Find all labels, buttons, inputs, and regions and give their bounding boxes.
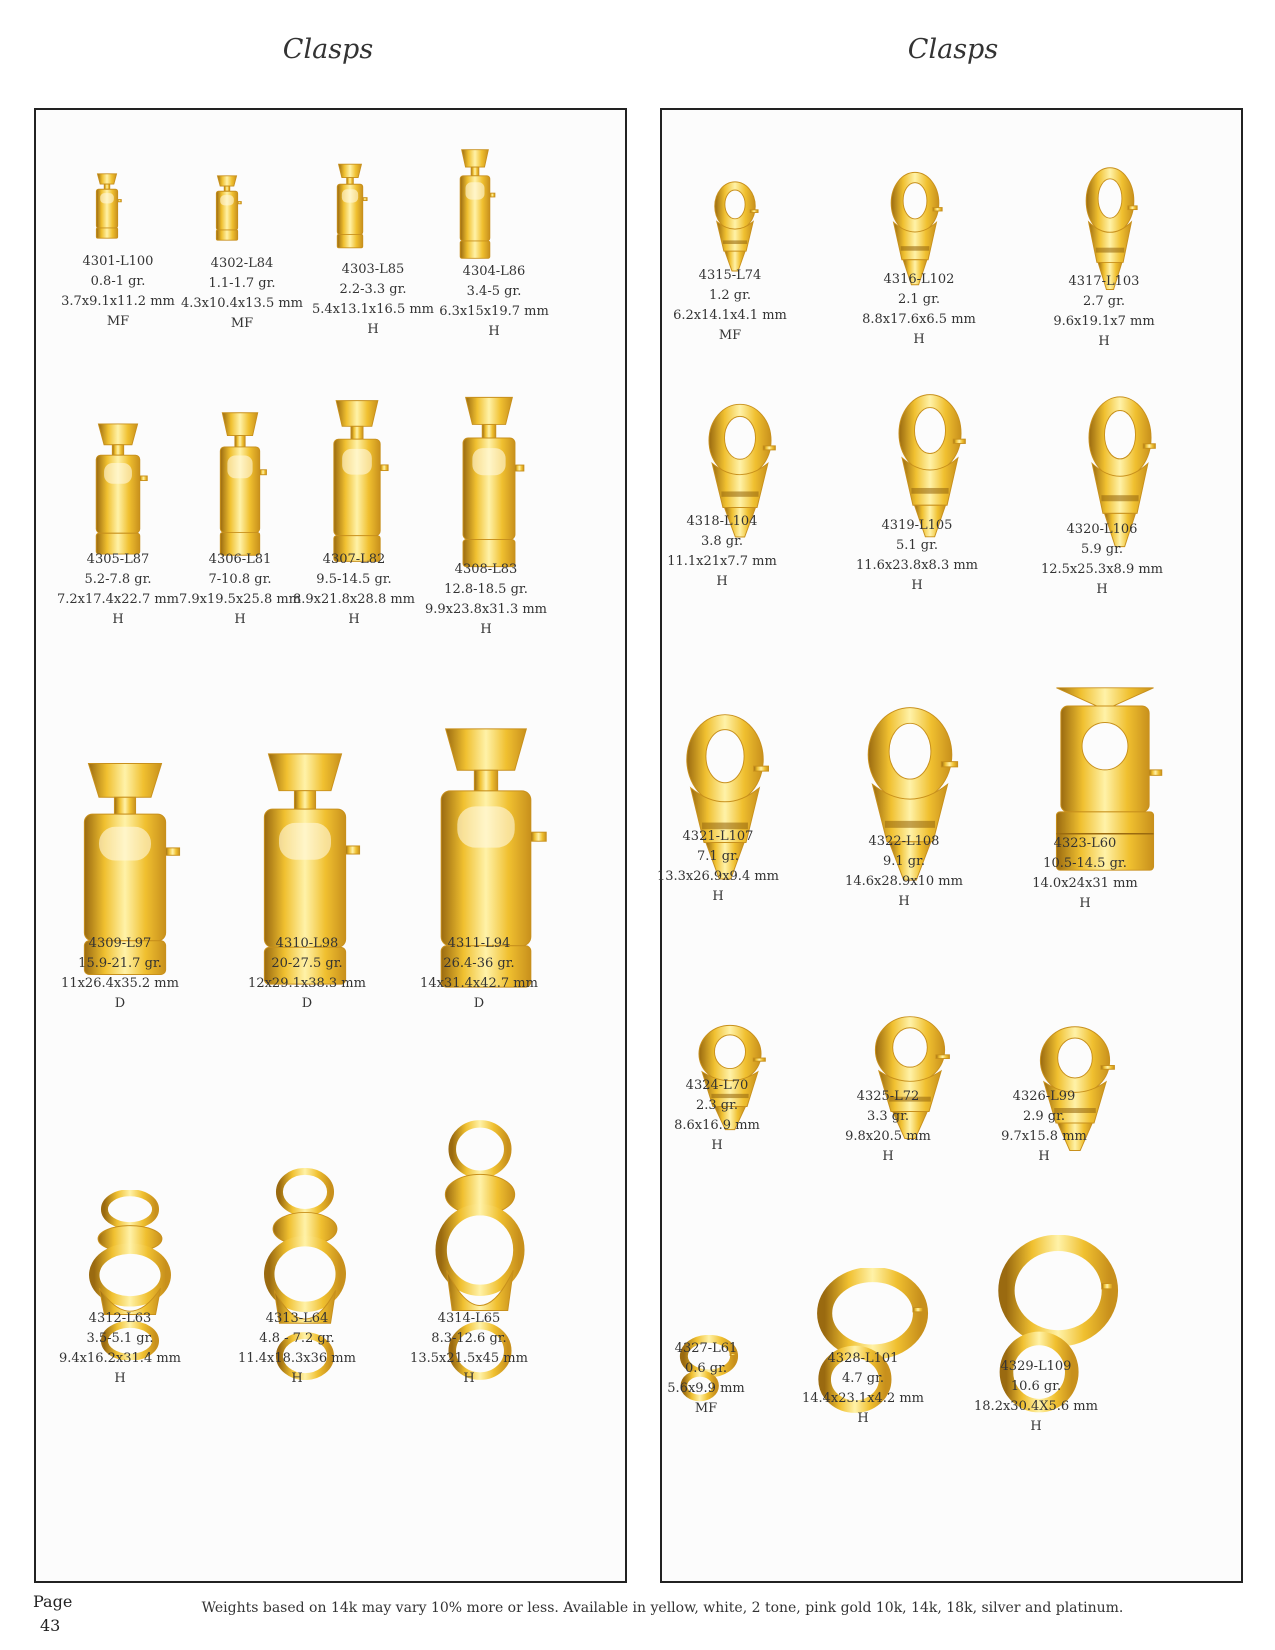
product-caption: [964, 1087, 1124, 1167]
product-caption: [956, 1357, 1116, 1437]
product-weight: 5.2-7.8 gr.: [84, 572, 152, 587]
product-weight: 2.3 gr.: [695, 1098, 739, 1113]
product-dims: 6.3x15x19.7 mm: [439, 304, 549, 319]
product-dims: 8.6x16.9 mm: [674, 1118, 760, 1133]
product-code: 4304-L86: [462, 264, 526, 279]
product-code: 4316-L102: [883, 272, 955, 287]
product-caption: [626, 1339, 786, 1419]
product-weight: 2.9 gr.: [1022, 1109, 1066, 1124]
page-number: 43: [40, 1616, 61, 1635]
product-code: 4323-L60: [1053, 836, 1117, 851]
product-weight: 10.5-14.5 gr.: [1043, 856, 1127, 871]
product-code: 4314-L65: [437, 1311, 501, 1326]
product-weight: 4.8 - 7.2 gr.: [259, 1331, 335, 1346]
product-dims: 9.8x20.5 mm: [845, 1129, 931, 1144]
product-weight: 3.5-5.1 gr.: [86, 1331, 154, 1346]
footer-note: Weights based on 14k may vary 10% more or less. Available in yellow, white, 2 tone, pink gold 10k, 14k, 18k, silver and platinum.: [201, 1600, 1124, 1616]
product-dims: 8.9x21.8x28.8 mm: [292, 592, 415, 607]
product-code: 4324-L70: [685, 1078, 749, 1093]
product-dims: 18.2x30.4X5.6 mm: [974, 1399, 1098, 1414]
left-page-title: Clasps: [282, 34, 374, 65]
product-weight: 20-27.5 gr.: [271, 956, 343, 971]
product-code: 4312-L63: [88, 1311, 152, 1326]
product-weight: 0.6 gr.: [684, 1361, 728, 1376]
product-weight: 5.1 gr.: [895, 538, 939, 553]
product-weight: 8.3-12.6 gr.: [431, 1331, 507, 1346]
product-code: 4322-L108: [868, 834, 940, 849]
product-dims: 7.9x19.5x25.8 mm: [178, 592, 301, 607]
product-weight: 10.6 gr.: [1010, 1379, 1062, 1394]
product-dims: 7.2x17.4x22.7 mm: [56, 592, 179, 607]
product-caption: [783, 1349, 943, 1429]
product-dims: 14.6x28.9x10 mm: [845, 874, 963, 889]
product-caption: [414, 262, 574, 342]
product-code: 4319-L105: [881, 518, 953, 533]
product-dims: 12.5x25.3x8.9 mm: [1040, 562, 1163, 577]
product-finish: D: [114, 996, 126, 1011]
box-lobster-clasp-icon: [450, 393, 528, 571]
product-finish: MF: [230, 316, 254, 331]
product-weight: 15.9-21.7 gr.: [78, 956, 162, 971]
product-caption: [1024, 272, 1184, 352]
product-dims: 11.4x18.3x36 mm: [238, 1351, 356, 1366]
product-dims: 9.7x15.8 mm: [1001, 1129, 1087, 1144]
product-weight: 7.1 gr.: [696, 849, 740, 864]
product-dims: 13.3x26.9x9.4 mm: [656, 869, 779, 884]
product-caption: [227, 934, 387, 1014]
product-finish: H: [712, 889, 724, 904]
product-caption: [824, 832, 984, 912]
product-code: 4313-L64: [265, 1311, 329, 1326]
product-finish: H: [488, 324, 500, 339]
product-dims: 11.6x23.8x8.3 mm: [855, 558, 978, 573]
product-weight: 2.1 gr.: [897, 292, 941, 307]
product-finish: MF: [106, 314, 130, 329]
product-dims: 13.5x21.5x45 mm: [410, 1351, 528, 1366]
product-code: 4327-L61: [674, 1341, 738, 1356]
product-caption: [1022, 520, 1182, 600]
product-finish: H: [348, 612, 360, 627]
product-code: 4321-L107: [682, 829, 754, 844]
product-finish: D: [301, 996, 313, 1011]
product-finish: MF: [694, 1401, 718, 1416]
product-code: 4318-L104: [686, 514, 758, 529]
product-code: 4326-L99: [1012, 1089, 1076, 1104]
box-lobster-clasp-icon: [210, 408, 270, 560]
product-finish: H: [857, 1411, 869, 1426]
product-dims: 6.2x14.1x4.1 mm: [673, 308, 787, 323]
product-caption: [638, 827, 798, 907]
product-dims: 14.4x23.1x4.2 mm: [801, 1391, 924, 1406]
product-dims: 9.4x16.2x31.4 mm: [58, 1351, 181, 1366]
right-page-title: Clasps: [907, 34, 999, 65]
product-finish: H: [291, 1371, 303, 1386]
product-weight: 9.5-14.5 gr.: [316, 572, 392, 587]
box-lobster-clasp-icon: [90, 170, 124, 242]
product-code: 4317-L103: [1068, 274, 1140, 289]
product-weight: 7-10.8 gr.: [208, 572, 272, 587]
product-finish: H: [898, 894, 910, 909]
product-weight: 4.7 gr.: [841, 1371, 885, 1386]
product-dims: 11.1x21x7.7 mm: [667, 554, 777, 569]
product-dims: 5.4x13.1x16.5 mm: [311, 302, 434, 317]
product-code: 4328-L101: [827, 1351, 899, 1366]
product-dims: 8.8x17.6x6.5 mm: [862, 312, 976, 327]
product-code: 4302-L84: [210, 256, 274, 271]
product-finish: H: [882, 1149, 894, 1164]
product-caption: [808, 1087, 968, 1167]
product-weight: 1.1-1.7 gr.: [208, 276, 276, 291]
product-dims: 3.7x9.1x11.2 mm: [61, 294, 175, 309]
product-code: 4311-L94: [447, 936, 511, 951]
product-code: 4325-L72: [856, 1089, 920, 1104]
product-code: 4329-L109: [1000, 1359, 1072, 1374]
product-caption: [217, 1309, 377, 1389]
product-weight: 3.8 gr.: [700, 534, 744, 549]
product-weight: 3.3 gr.: [866, 1109, 910, 1124]
product-dims: 14.0x24x31 mm: [1032, 876, 1138, 891]
product-caption: [650, 266, 810, 346]
product-caption: [1005, 834, 1165, 914]
product-finish: H: [1038, 1149, 1050, 1164]
product-code: 4315-L74: [698, 268, 762, 283]
product-dims: 11x26.4x35.2 mm: [61, 976, 179, 991]
product-weight: 9.1 gr.: [882, 854, 926, 869]
product-finish: H: [1098, 334, 1110, 349]
product-dims: 5.6x9.9 mm: [667, 1381, 745, 1396]
product-caption: [839, 270, 999, 350]
product-dims: 9.6x19.1x7 mm: [1053, 314, 1155, 329]
product-finish: H: [711, 1138, 723, 1153]
product-finish: D: [473, 996, 485, 1011]
product-dims: 14x31.4x42.7 mm: [420, 976, 538, 991]
box-lobster-clasp-icon: [452, 145, 498, 263]
box-lobster-clasp-icon: [330, 160, 370, 252]
product-code: 4303-L85: [341, 262, 405, 277]
product-finish: H: [463, 1371, 475, 1386]
product-caption: [399, 934, 559, 1014]
product-code: 4320-L106: [1066, 522, 1138, 537]
product-finish: H: [234, 612, 246, 627]
product-caption: [642, 512, 802, 592]
product-finish: H: [112, 612, 124, 627]
product-caption: [40, 934, 200, 1014]
box-lobster-clasp-icon: [85, 420, 151, 558]
product-weight: 3.4-5 gr.: [466, 284, 522, 299]
product-code: 4306-L81: [208, 552, 272, 567]
product-code: 4308-L83: [454, 562, 518, 577]
page-label: Page: [33, 1592, 73, 1611]
product-finish: H: [1030, 1419, 1042, 1434]
box-lobster-clasp-icon: [322, 396, 392, 566]
product-code: 4307-L82: [322, 552, 386, 567]
product-dims: 4.3x10.4x13.5 mm: [180, 296, 303, 311]
product-finish: H: [367, 322, 379, 337]
product-finish: H: [480, 622, 492, 637]
product-code: 4305-L87: [86, 552, 150, 567]
product-caption: [837, 516, 997, 596]
product-code: 4309-L97: [88, 936, 152, 951]
product-finish: MF: [718, 328, 742, 343]
product-dims: 12x29.1x38.3 mm: [248, 976, 366, 991]
product-finish: H: [1096, 582, 1108, 597]
product-caption: [40, 1309, 200, 1389]
product-finish: H: [913, 332, 925, 347]
product-finish: H: [911, 578, 923, 593]
lobster-clasp-icon: [705, 178, 765, 274]
product-weight: 1.2 gr.: [708, 288, 752, 303]
product-weight: 5.9 gr.: [1080, 542, 1124, 557]
product-caption: [637, 1076, 797, 1156]
product-code: 4301-L100: [82, 254, 154, 269]
product-finish: H: [114, 1371, 126, 1386]
product-weight: 0.8-1 gr.: [90, 274, 146, 289]
product-finish: H: [1079, 896, 1091, 911]
product-weight: 12.8-18.5 gr.: [444, 582, 528, 597]
product-finish: H: [716, 574, 728, 589]
product-weight: 2.7 gr.: [1082, 294, 1126, 309]
product-weight: 26.4-36 gr.: [443, 956, 515, 971]
product-caption: [406, 560, 566, 640]
product-weight: 2.2-3.3 gr.: [339, 282, 407, 297]
product-caption: [389, 1309, 549, 1389]
product-code: 4310-L98: [275, 936, 339, 951]
product-dims: 9.9x23.8x31.3 mm: [424, 602, 547, 617]
box-lobster-clasp-icon: [210, 172, 244, 244]
